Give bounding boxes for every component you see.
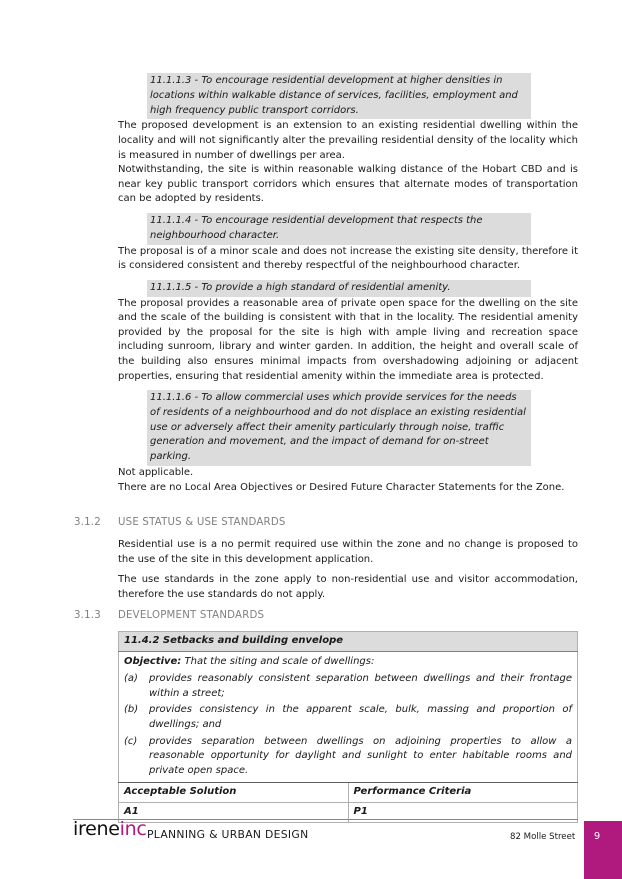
table-cell: A1 [119,802,349,822]
page-number: 9 [593,831,601,842]
section-title: USE STATUS & USE STANDARDS [118,517,286,528]
body-paragraph: Not applicable. [118,467,194,479]
body-paragraph: There are no Local Area Objectives or Desired Future Character Statements for the Zone. [118,481,565,493]
column-header-performance-criteria: Performance Criteria [348,783,578,803]
objectives-block [118,73,578,495]
logo-text-inc: inc [119,818,147,840]
footer-address: 82 Molle Street [510,832,576,842]
objective-item [124,703,572,732]
table-heading: 11.4.2 Setbacks and building envelope [119,632,578,652]
item-text: provides separation between dwellings on adjoining properties to allow a reasonable opportunity for daylight and sunlight to enter habitable rooms and private open space. [149,735,572,776]
objective-label: Objective: [124,655,182,667]
objective-item [124,735,572,779]
body-paragraph: Residential use is a no permit required use within the zone and no change is proposed to the use of the site in this development application. [118,539,578,565]
standards-table [118,631,578,823]
objective-quote: 11.1.1.3 - To encourage residential development at higher densities in locations within walkable distance of services, facilities, employment and high frequency public transport corridors. [147,73,531,119]
page-number-box [584,821,622,879]
item-text: provides consistency in the apparent scale, bulk, massing and proportion of dwellings; and [149,704,572,730]
body-paragraph: The proposal is of a minor scale and does not increase the existing site density, therefore it is considered consistent and thereby respectful of the neighbourhood character. [118,245,578,272]
section-title: DEVELOPMENT STANDARDS [118,610,265,621]
objective-item [124,672,572,701]
objective-text: That the siting and scale of dwellings: [181,655,375,667]
objective-quote: 11.1.1.5 - To provide a high standard of residential amenity. [147,280,531,297]
body-paragraph: The proposed development is an extension to an existing residential dwelling within the locality and will not significantly alter the prevailing residential density of the locality which is measured in number of dwellings per area. [118,120,578,161]
objective-quote: 11.1.1.4 - To encourage residential development that respects the neighbourhood character. [147,213,531,245]
body-paragraph: The use standards in the zone apply to non-residential use and visitor accommodation, therefore the use standards do not apply. [118,574,578,600]
section-number: 3.1.3 [74,610,101,621]
item-marker: (b) [124,704,139,716]
item-marker: (a) [124,673,138,685]
company-logo [73,818,147,840]
company-tagline: PLANNING & URBAN DESIGN [147,828,309,841]
body-paragraph: Notwithstanding, the site is within reasonable walking distance of the Hobart CBD and is near key public transport corridors which ensures that alternate modes of transportation can be adopted by residents. [118,164,578,205]
logo-text-irene: irene [73,818,120,840]
body-paragraph: The proposal provides a reasonable area of private open space for the dwelling on the site and the scale of the building is consistent with that in the locality. The residential amenity provided by the proposal for the site is high with ample living and recreation space including sunroom, library and winter garden. In addition, the height and overall scale of the building also ensures minimal impacts from overshadowing adjoining or adjacent properties, ensuring that residential amenity within the immediate area is protected. [118,297,578,382]
objective-quote: 11.1.1.6 - To allow commercial uses which provide services for the needs of residents of a neighbourhood and do not displace an existing residential use or adversely affect their amenity particularly through noise, traffic generation and movement, and the impact of demand for on-street parking. [147,390,531,466]
objective-cell [119,651,578,783]
section-number: 3.1.2 [74,517,101,528]
table-cell: P1 [348,802,578,822]
footer-divider [73,819,578,820]
column-header-acceptable-solution: Acceptable Solution [119,783,349,803]
item-marker: (c) [124,735,138,747]
item-text: provides reasonably consistent separation between dwellings and their frontage within a street; [149,673,572,699]
